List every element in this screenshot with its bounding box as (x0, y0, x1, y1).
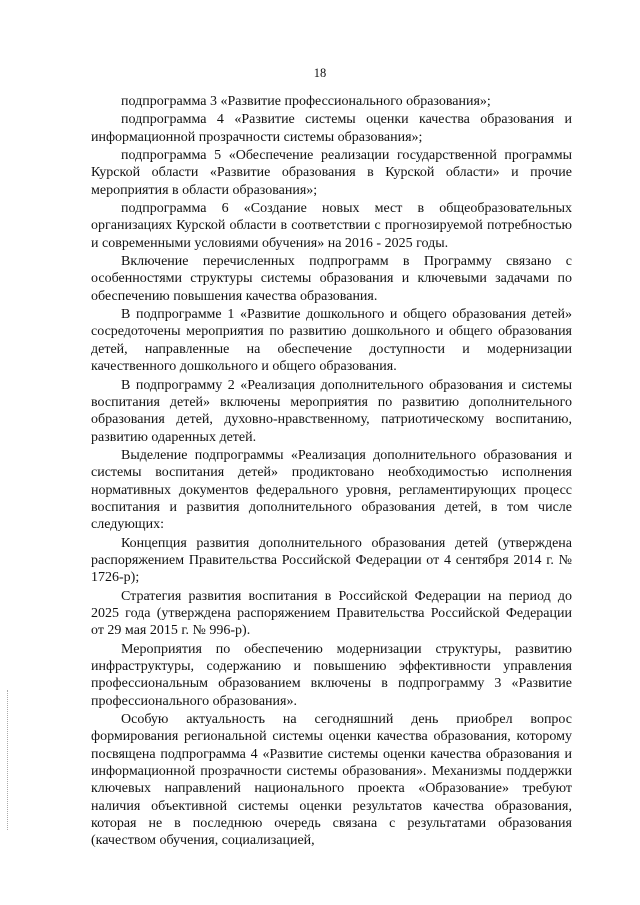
paragraph-subprogram-3: подпрограмма 3 «Развитие профессионального образования»; (121, 94, 491, 109)
paragraph-subprogram-4-description: Особую актуальность на сегодняшний день приобрел вопрос формирования региональной системы оценки качества образования, которому посвящена подпрограмма 4 «Развитие системы оценки качества образования и информационной прозрачности системы образования». Механизмы поддержки ключевых направлений национального проекта «Образование» требуют наличия объективной системы оценки результатов качества образования, которая не в последнюю очередь связана с результатами образования (качеством обучения, социализацией, (91, 712, 572, 849)
paragraph-subprogram-5: подпрограмма 5 «Обеспечение реализации государственной программы Курской области «Развитие образования в Курской области» и прочие мероприятия в области образования»; (91, 148, 572, 198)
document-body (91, 93, 572, 851)
paragraph-subprogram-3-description: Мероприятия по обеспечению модернизации структуры, развитию инфраструктуры, содержанию и повышению эффективности управления профессиональным образованием включены в подпрограмму 3 «Развитие профессионального образования». (91, 641, 572, 709)
page-number: 18 (313, 66, 327, 80)
paragraph-strategy-reference: Стратегия развития воспитания в Российской Федерации на период до 2025 года (утверждена распоряжением Правительства Российской Федерации от 29 мая 2015 г. № 996-р). (91, 588, 572, 639)
scan-edge-marks (7, 690, 9, 830)
paragraph-subprogram-6: подпрограмма 6 «Создание новых мест в общеобразовательных организациях Курской области в соответствии с прогнозируемой потребностью и современными условиями обучения» на 2016 - 2025 годы. (91, 201, 572, 251)
paragraph-inclusion-rationale: Включение перечисленных подпрограмм в Программу связано с особенностями структуры системы образования и ключевыми задачами по обеспечению повышения качества образования. (91, 254, 572, 304)
paragraph-subprogram-1-description: В подпрограмме 1 «Развитие дошкольного и общего образования детей» сосредоточены мероприятия по развитию дошкольного и общего образования детей, направленные на обеспечение доступности и модернизации качественного дошкольного и общего образования. (91, 307, 572, 375)
paragraph-concept-reference: Концепция развития дополнительного образования детей (утверждена распоряжением Правительства Российской Федерации от 4 сентября 2014 г. № 1726-р); (91, 535, 572, 586)
paragraph-subprogram-2-description: В подпрограмму 2 «Реализация дополнительного образования и системы воспитания детей» включены мероприятия по развитию дополнительного образования детей, духовно-нравственному, патриотическому воспитанию, развитию одаренных детей. (91, 377, 572, 445)
paragraph-subprogram-4: подпрограмма 4 «Развитие системы оценки качества образования и информационной прозрачности системы образования»; (91, 112, 572, 145)
paragraph-subprogram-2-rationale: Выделение подпрограммы «Реализация дополнительного образования и системы воспитания детей» продиктовано необходимостью исполнения нормативных документов федерального уровня, регламентирующих процесс воспитания и развития дополнительного образования детей, в том числе следующих: (91, 447, 572, 533)
